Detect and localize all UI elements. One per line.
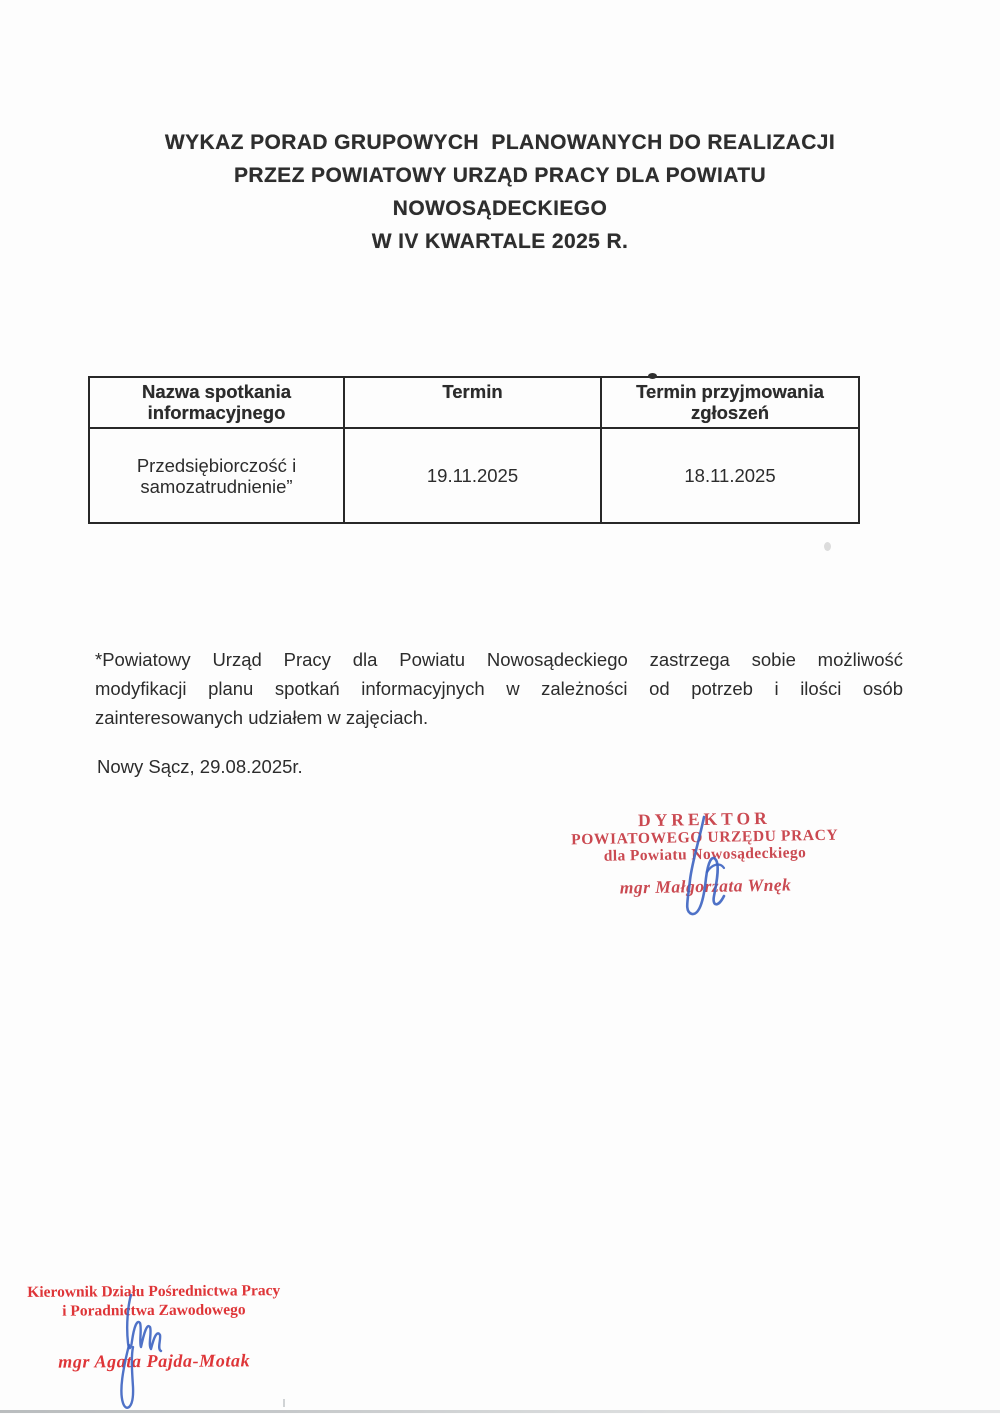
manager-stamp-signer: mgr Agata Pajda-Motak bbox=[58, 1350, 251, 1372]
manager-signature-ink bbox=[95, 1285, 185, 1414]
cell-date: 19.11.2025 bbox=[344, 428, 601, 523]
manager-signature-stroke bbox=[127, 1295, 161, 1351]
scan-speck-tick bbox=[283, 1399, 285, 1407]
schedule-table bbox=[88, 376, 860, 524]
dateline: Nowy Sącz, 29.08.2025r. bbox=[97, 756, 303, 777]
director-signature-ink bbox=[660, 812, 740, 922]
title-line-4: W IV KWARTALE 2025 R. bbox=[371, 230, 629, 253]
manager-stamp-title-2: i Poradnictwa Zawodowego bbox=[62, 1301, 246, 1320]
director-stamp-office: POWIATOWEGO URZĘDU PRACY bbox=[571, 826, 839, 849]
manager-stamp-title-1: Kierownik Działu Pośrednictwa Pracy bbox=[27, 1282, 281, 1301]
director-stamp-signer: mgr Małgorzata Wnęk bbox=[619, 874, 792, 898]
document-title bbox=[0, 126, 1000, 258]
note-line-2: modyfikacji planu spotkań informacyjnych w zależności od potrzeb i ilości osób bbox=[95, 678, 903, 699]
manager-signature-descender bbox=[121, 1345, 133, 1408]
header-cell-registration-deadline: Termin przyjmowania zgłoszeń bbox=[601, 377, 859, 428]
title-line-1: WYKAZ PORAD GRUPOWYCH PLANOWANYCH DO REALIZACJI bbox=[164, 131, 836, 154]
note-line-1: *Powiatowy Urząd Pracy dla Powiatu Nowosądeckiego zastrzega sobie możliwość bbox=[95, 649, 903, 670]
title-line-2: PRZEZ POWIATOWY URZĄD PRACY DLA POWIATU bbox=[233, 164, 767, 187]
table-header-row bbox=[89, 377, 859, 428]
header-cell-meeting-name: Nazwa spotkania informacyjnego bbox=[89, 377, 344, 428]
cell-registration-deadline: 18.11.2025 bbox=[601, 428, 859, 523]
table-row bbox=[89, 428, 859, 523]
header-cell-date: Termin bbox=[344, 377, 601, 428]
scan-edge-artifact bbox=[0, 1410, 1000, 1413]
title-line-3: NOWOSĄDECKIEGO bbox=[392, 197, 608, 220]
note-paragraph bbox=[95, 645, 903, 732]
cell-meeting-name: Przedsiębiorczość i samozatrudnienie” bbox=[89, 428, 344, 523]
scan-speck-table-border bbox=[648, 373, 657, 379]
director-stamp-title: DYREKTOR bbox=[637, 807, 771, 831]
director-stamp-district: dla Powiatu Nowosądeckiego bbox=[603, 844, 807, 865]
note-line-3: zainteresowanych udziałem w zajęciach. bbox=[95, 707, 429, 728]
scan-speck-faint bbox=[824, 542, 831, 551]
